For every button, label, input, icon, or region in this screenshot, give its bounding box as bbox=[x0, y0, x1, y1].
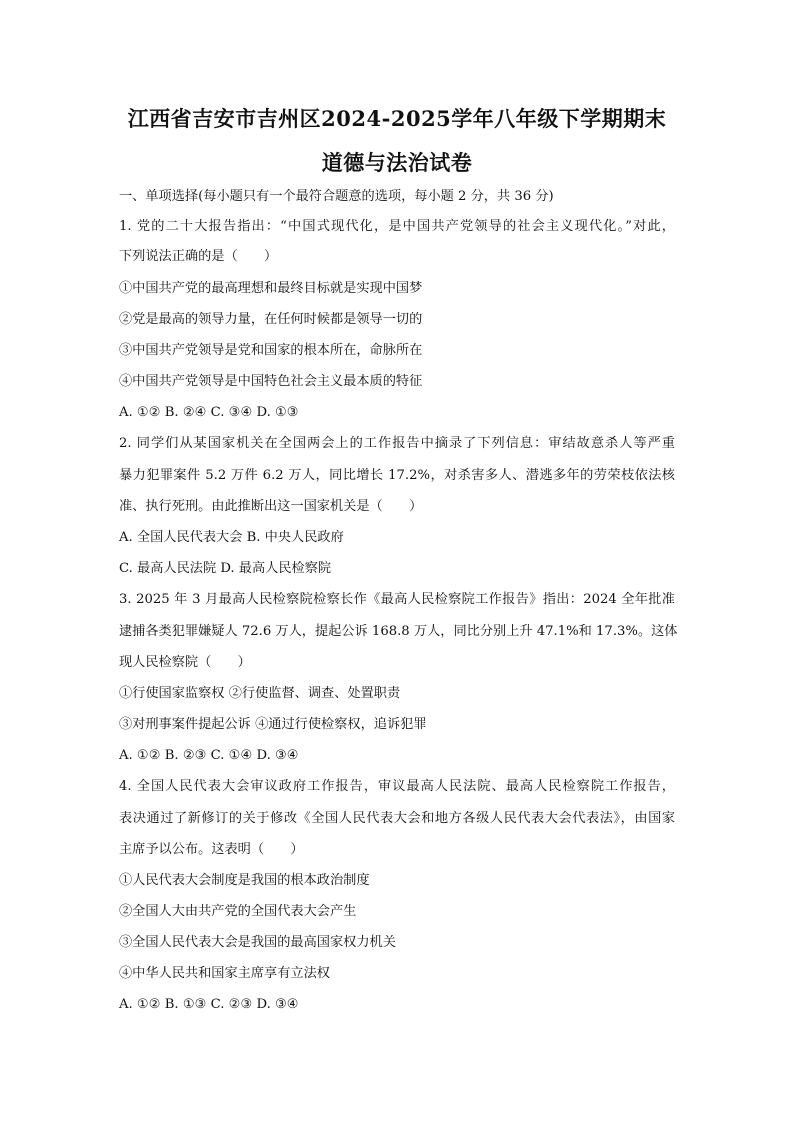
question-2-stem-line-1: 2. 同学们从某国家机关在全国两会上的工作报告中摘录了下列信息：审结故意杀人等严重 bbox=[119, 436, 675, 451]
question-4-statement-2: ②全国人大由共产党的全国代表大会产生 bbox=[119, 904, 357, 919]
question-3-stem-line-1: 3. 2025 年 3 月最高人民检察院检察长作《最高人民检察院工作报告》指出：2024 全年批准 bbox=[119, 592, 675, 607]
question-1-statement-4: ④中国共产党领导是中国特色社会主义最本质的特征 bbox=[119, 374, 423, 389]
question-1-stem-line-2: 下列说法正确的是（ ） bbox=[119, 249, 278, 264]
section-heading: 一、单项选择(每小题只有一个最符合题意的选项，每小题 2 分，共 36 分) bbox=[119, 189, 554, 204]
question-1-stem-line-1: 1. 党的二十大报告指出：“中国式现代化，是中国共产党领导的社会主义现代化。”对此， bbox=[119, 219, 675, 234]
question-4-options: A. ①② B. ①③ C. ②③ D. ③④ bbox=[119, 997, 299, 1012]
question-4-stem-line-1: 4. 全国人民代表大会审议政府工作报告，审议最高人民法院、最高人民检察院工作报告， bbox=[119, 779, 675, 794]
question-4-statement-3: ③全国人民代表大会是我国的最高国家权力机关 bbox=[119, 935, 396, 950]
exam-title: 江西省吉安市吉州区2024-2025学年八年级下学期期末 bbox=[127, 106, 667, 131]
question-3-stem-line-2: 逮捕各类犯罪嫌疑人 72.6 万人，提起公诉 168.8 万人，同比分别上升 47.1%和 17.3%。这体 bbox=[119, 624, 678, 639]
question-3-statements-line-2: ③对刑事案件提起公诉 ④通过行使检察权，追诉犯罪 bbox=[119, 717, 427, 732]
question-4-statement-4: ④中华人民共和国家主席享有立法权 bbox=[119, 966, 330, 981]
question-3-stem-line-3: 现人民检察院（ ） bbox=[119, 655, 251, 670]
question-4-stem-line-3: 主席予以公布。这表明（ ） bbox=[119, 842, 304, 857]
question-3-statements-line-1: ①行使国家监察权 ②行使监督、调查、处置职责 bbox=[119, 686, 401, 701]
question-2-options-line-2: C. 最高人民法院 D. 最高人民检察院 bbox=[119, 561, 332, 576]
question-4-statement-1: ①人民代表大会制度是我国的根本政治制度 bbox=[119, 873, 370, 888]
question-1-statement-2: ②党是最高的领导力量，在任何时候都是领导一切的 bbox=[119, 312, 423, 327]
question-1-statement-1: ①中国共产党的最高理想和最终目标就是实现中国梦 bbox=[119, 281, 423, 296]
question-2-stem-line-3: 准、执行死刑。由此推断出这一国家机关是（ ） bbox=[119, 499, 423, 514]
question-1-statement-3: ③中国共产党领导是党和国家的根本所在，命脉所在 bbox=[119, 343, 423, 358]
question-2-options-line-1: A. 全国人民代表大会 B. 中央人民政府 bbox=[119, 530, 344, 545]
question-4-stem-line-2: 表决通过了新修订的关于修改《全国人民代表大会和地方各级人民代表大会代表法》，由国家 bbox=[119, 811, 675, 826]
exam-subtitle: 道德与法治试卷 bbox=[321, 150, 473, 175]
question-2-stem-line-2: 暴力犯罪案件 5.2 万件 6.2 万人，同比增长 17.2%，对杀害多人、潜逃多年的劳荣枝依法核 bbox=[119, 468, 675, 483]
question-1-options: A. ①② B. ②④ C. ③④ D. ①③ bbox=[119, 405, 299, 420]
question-3-options: A. ①② B. ②③ C. ①④ D. ③④ bbox=[119, 748, 299, 763]
